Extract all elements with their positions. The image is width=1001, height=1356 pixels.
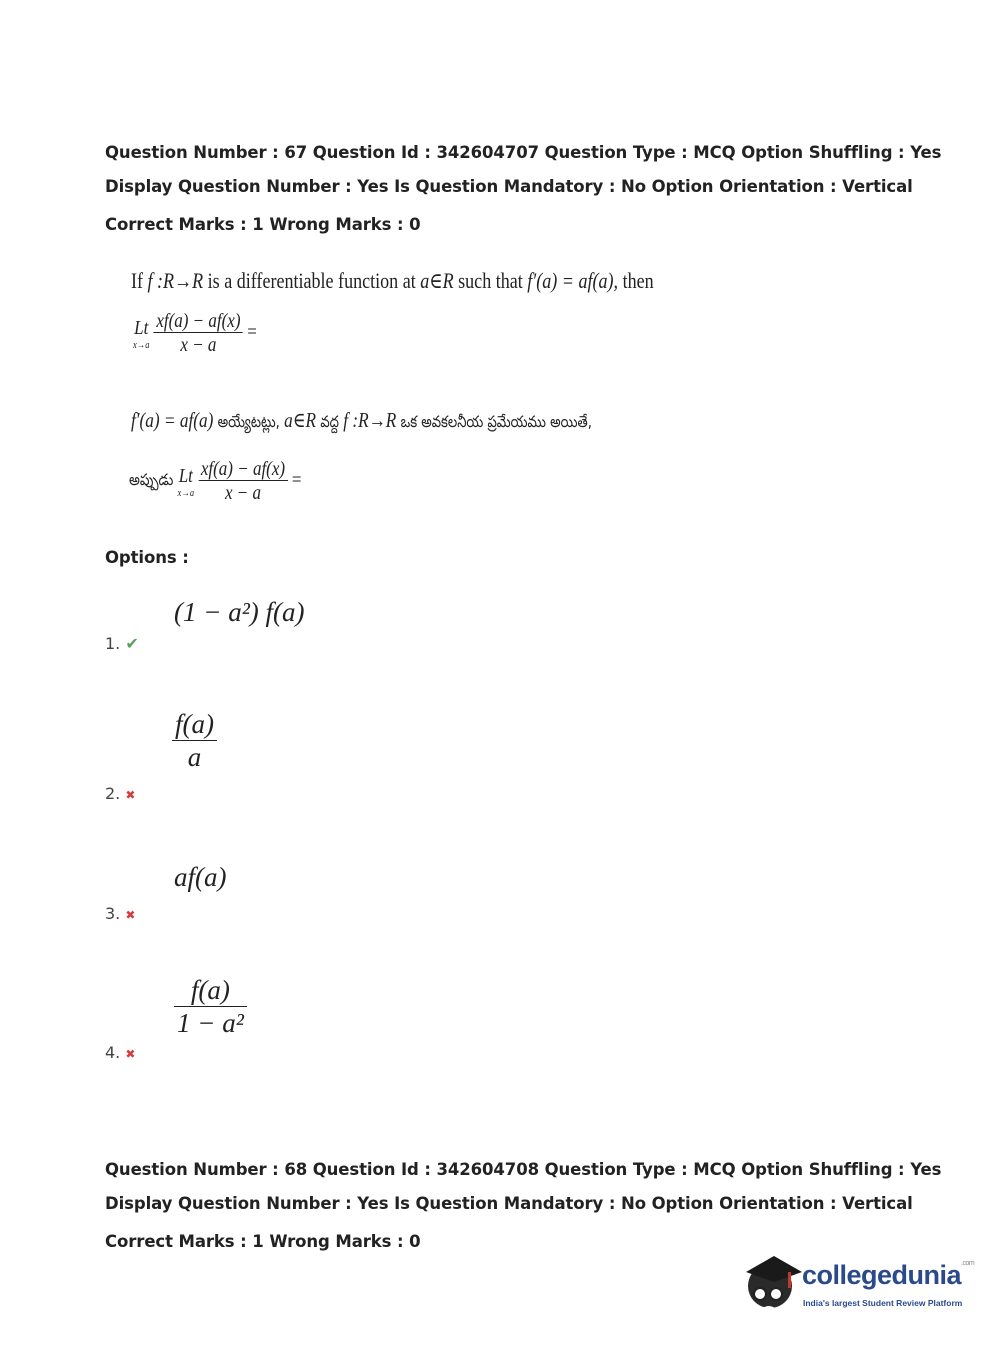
cross-icon: ✖ [125,908,136,922]
question-67-header-line2: Display Question Number : Yes Is Question Mandatory : No Option Orientation : Vertical [105,177,913,196]
question-67-limit-telugu [129,458,301,505]
question-67-limit-english [133,310,257,357]
option-3-math: af(a) [174,862,227,892]
logo-wordmark: collegedunia [802,1260,962,1290]
option-4-numerator: f(a) [174,976,247,1007]
telugu-text-1: అయ్యేటట్లు, [217,412,280,431]
question-67-header-line1: Question Number : 67 Question Id : 342604707 Question Type : MCQ Option Shuffling : Yes [105,143,942,162]
option-3-number: 3. [105,904,121,923]
fraction-numerator: xf(a) − af(x) [154,310,243,333]
question-68-marks: Correct Marks : 1 Wrong Marks : 0 [105,1232,421,1251]
condition: f′(a) = af(a), [527,268,619,293]
option-2-math [172,710,217,773]
options-heading: Options : [105,548,189,567]
logo-suffix: .com [961,1260,975,1267]
fraction-numerator-telugu: xf(a) − af(x) [198,458,287,481]
logo-tagline: India's largest Student Review Platform [803,1298,963,1308]
option-2-numerator: f(a) [172,710,217,741]
option-2-denominator: a [187,741,202,772]
a-in-r: a∈R [420,268,454,293]
limit-fraction-telugu [198,458,287,505]
limit-fraction [154,310,243,357]
option-2-fraction [172,710,217,773]
mapping-f: f :R→R [147,268,204,293]
option-1-number: 1. [105,634,121,653]
limit-symbol-telugu: Lt [178,464,193,487]
option-3-label [105,904,135,923]
option-4-number: 4. [105,1043,121,1062]
equals-sign: = [247,321,257,344]
telugu-text-3: ఒక అవకలనీయ ప్రమేయము అయితే, [400,412,592,431]
check-icon: ✔ [125,634,139,653]
question-67-statement-telugu [131,408,592,435]
telugu-mapping-f: f :R→R [343,408,397,432]
option-2-label [105,784,135,803]
option-1-label [105,634,139,653]
option-1-math: (1 − a²) f(a) [174,597,305,627]
such-that: such that [458,268,523,293]
limit-operator [133,317,150,351]
option-4-label [105,1043,135,1062]
option-4-fraction [174,976,247,1039]
fraction-denominator: x − a [180,334,217,356]
question-68-header-line1: Question Number : 68 Question Id : 342604708 Question Type : MCQ Option Shuffling : Yes [105,1160,942,1179]
telugu-text-2: వద్ద [320,412,339,431]
option-4-denominator: 1 − a² [177,1007,244,1038]
fraction-denominator-telugu: x − a [224,482,261,504]
question-68-header-line2: Display Question Number : Yes Is Question Mandatory : No Option Orientation : Vertical [105,1194,913,1213]
telugu-text-then: అప్పుడు [129,470,174,489]
word-if: If [131,268,144,293]
limit-operator-telugu [178,465,195,499]
limit-subscript-telugu: x→a [177,487,195,499]
equals-sign-telugu: = [291,469,302,492]
question-67-statement-english [131,268,654,294]
cross-icon: ✖ [125,1047,136,1061]
mascot-icon [742,1250,806,1320]
collegedunia-logo [742,1250,975,1320]
statement-text: is a differentiable function at [207,268,416,293]
cross-icon: ✖ [125,788,136,802]
word-then: then [622,268,654,293]
telugu-a-in-r: a∈R [284,408,317,432]
option-2-number: 2. [105,784,121,803]
limit-symbol: Lt [134,316,149,339]
question-67-marks: Correct Marks : 1 Wrong Marks : 0 [105,215,421,234]
option-4-math [174,976,247,1039]
limit-subscript: x→a [133,339,150,351]
telugu-condition: f′(a) = af(a) [131,408,214,432]
